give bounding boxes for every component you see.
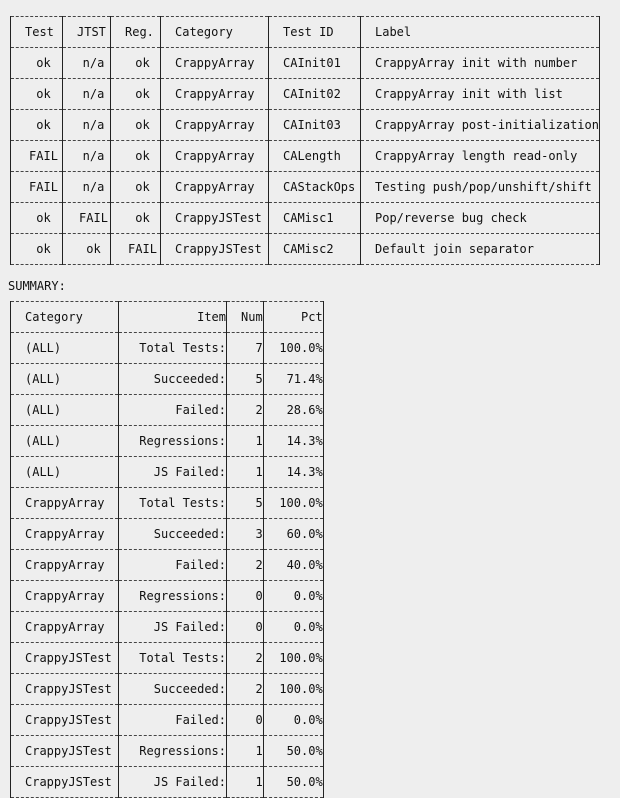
table-row: [11, 488, 324, 519]
table-cell: CrappyArray: [161, 110, 269, 141]
table-row: [11, 172, 600, 203]
table-cell: n/a: [63, 110, 111, 141]
table-cell: 5: [227, 364, 264, 395]
table-row: [11, 643, 324, 674]
table-cell: FAIL: [11, 172, 63, 203]
table-cell: 0.0%: [263, 612, 323, 643]
table-cell: CrappyArray length read-only: [361, 141, 600, 172]
table-cell: 28.6%: [263, 395, 323, 426]
table-cell: CrappyArray: [11, 612, 119, 643]
table-cell: CrappyJSTest: [11, 643, 119, 674]
table-cell: JS Failed:: [119, 767, 227, 798]
table-cell: n/a: [63, 141, 111, 172]
table-cell: 2: [227, 395, 264, 426]
table-cell: 1: [227, 767, 264, 798]
table-cell: CrappyArray: [11, 550, 119, 581]
table-cell: (ALL): [11, 457, 119, 488]
table-cell: 5: [227, 488, 264, 519]
table-cell: ok: [11, 203, 63, 234]
table-row: [11, 767, 324, 798]
table-cell: JS Failed:: [119, 612, 227, 643]
table-cell: 2: [227, 550, 264, 581]
table-row: [11, 203, 600, 234]
table-cell: 50.0%: [263, 736, 323, 767]
table-cell: FAIL: [63, 203, 111, 234]
table-cell: CrappyArray init with number: [361, 48, 600, 79]
table-cell: ok: [111, 172, 161, 203]
column-header: Item: [119, 302, 227, 333]
table-cell: CrappyArray: [11, 581, 119, 612]
column-header: Category: [161, 17, 269, 48]
table-row: [11, 48, 600, 79]
table-cell: (ALL): [11, 395, 119, 426]
column-header: Test: [11, 17, 63, 48]
table-cell: 100.0%: [263, 488, 323, 519]
table-cell: n/a: [63, 48, 111, 79]
column-header: Reg.: [111, 17, 161, 48]
table-cell: CrappyArray: [161, 48, 269, 79]
table-row: [11, 612, 324, 643]
table-cell: n/a: [63, 172, 111, 203]
table-cell: ok: [111, 203, 161, 234]
table-cell: Regressions:: [119, 426, 227, 457]
table-row: [11, 395, 324, 426]
table-cell: 1: [227, 426, 264, 457]
table-cell: ok: [111, 79, 161, 110]
table-cell: 0: [227, 581, 264, 612]
results-table: [10, 16, 600, 265]
table-cell: 0.0%: [263, 581, 323, 612]
summary-heading: SUMMARY:: [8, 279, 66, 293]
table-cell: CAInit03: [269, 110, 361, 141]
table-row: [11, 550, 324, 581]
table-cell: Failed:: [119, 550, 227, 581]
table-cell: JS Failed:: [119, 457, 227, 488]
table-cell: CAMisc1: [269, 203, 361, 234]
table-cell: CAMisc2: [269, 234, 361, 265]
table-cell: CALength: [269, 141, 361, 172]
table-cell: CrappyArray: [161, 79, 269, 110]
table-cell: CrappyJSTest: [161, 234, 269, 265]
table-cell: Default join separator: [361, 234, 600, 265]
table-row: [11, 581, 324, 612]
table-cell: ok: [63, 234, 111, 265]
table-cell: Testing push/pop/unshift/shift: [361, 172, 600, 203]
column-header: Num: [227, 302, 264, 333]
table-cell: 14.3%: [263, 457, 323, 488]
table-cell: 2: [227, 674, 264, 705]
column-header: Label: [361, 17, 600, 48]
table-cell: (ALL): [11, 426, 119, 457]
column-header: JTST: [63, 17, 111, 48]
table-cell: 2: [227, 643, 264, 674]
table-cell: CrappyArray: [11, 488, 119, 519]
table-cell: ok: [111, 110, 161, 141]
table-cell: CrappyJSTest: [11, 736, 119, 767]
table-cell: CrappyArray: [161, 141, 269, 172]
table-cell: CrappyJSTest: [11, 767, 119, 798]
table-row: [11, 674, 324, 705]
table-cell: CAStackOps: [269, 172, 361, 203]
table-cell: Total Tests:: [119, 643, 227, 674]
table-cell: Succeeded:: [119, 519, 227, 550]
table-cell: 1: [227, 457, 264, 488]
table-cell: CrappyArray: [11, 519, 119, 550]
column-header: Pct: [263, 302, 323, 333]
table-cell: CrappyJSTest: [11, 674, 119, 705]
table-cell: (ALL): [11, 333, 119, 364]
table-row: [11, 79, 600, 110]
table-cell: 0: [227, 612, 264, 643]
table-cell: FAIL: [11, 141, 63, 172]
table-cell: 71.4%: [263, 364, 323, 395]
table-cell: Regressions:: [119, 736, 227, 767]
table-cell: ok: [11, 79, 63, 110]
table-cell: ok: [11, 234, 63, 265]
table-cell: CrappyArray init with list: [361, 79, 600, 110]
table-cell: ok: [11, 110, 63, 141]
table-cell: (ALL): [11, 364, 119, 395]
table-cell: n/a: [63, 79, 111, 110]
column-header: Category: [11, 302, 119, 333]
table-cell: ok: [111, 141, 161, 172]
table-cell: Failed:: [119, 395, 227, 426]
table-row: [11, 426, 324, 457]
table-cell: 100.0%: [263, 674, 323, 705]
table-row: [11, 519, 324, 550]
header-row: [11, 302, 324, 333]
table-cell: CAInit02: [269, 79, 361, 110]
table-row: [11, 141, 600, 172]
table-cell: 0: [227, 705, 264, 736]
table-cell: Regressions:: [119, 581, 227, 612]
table-cell: CrappyJSTest: [161, 203, 269, 234]
table-cell: Total Tests:: [119, 333, 227, 364]
table-cell: ok: [11, 48, 63, 79]
table-cell: 1: [227, 736, 264, 767]
table-cell: 100.0%: [263, 643, 323, 674]
table-cell: Total Tests:: [119, 488, 227, 519]
table-cell: ok: [111, 48, 161, 79]
table-cell: 3: [227, 519, 264, 550]
table-cell: Pop/reverse bug check: [361, 203, 600, 234]
table-cell: 50.0%: [263, 767, 323, 798]
table-row: [11, 736, 324, 767]
table-row: [11, 234, 600, 265]
table-cell: 14.3%: [263, 426, 323, 457]
table-row: [11, 110, 600, 141]
table-cell: Succeeded:: [119, 674, 227, 705]
table-cell: CrappyJSTest: [11, 705, 119, 736]
table-cell: Failed:: [119, 705, 227, 736]
table-row: [11, 333, 324, 364]
table-row: [11, 705, 324, 736]
table-row: [11, 364, 324, 395]
table-cell: 60.0%: [263, 519, 323, 550]
table-cell: 0.0%: [263, 705, 323, 736]
table-cell: FAIL: [111, 234, 161, 265]
table-cell: 40.0%: [263, 550, 323, 581]
summary-table: [10, 301, 324, 798]
table-cell: CrappyArray post-initialization: [361, 110, 600, 141]
table-cell: CAInit01: [269, 48, 361, 79]
table-row: [11, 457, 324, 488]
table-cell: 7: [227, 333, 264, 364]
table-cell: CrappyArray: [161, 172, 269, 203]
header-row: [11, 17, 600, 48]
table-cell: Succeeded:: [119, 364, 227, 395]
table-cell: 100.0%: [263, 333, 323, 364]
column-header: Test ID: [269, 17, 361, 48]
